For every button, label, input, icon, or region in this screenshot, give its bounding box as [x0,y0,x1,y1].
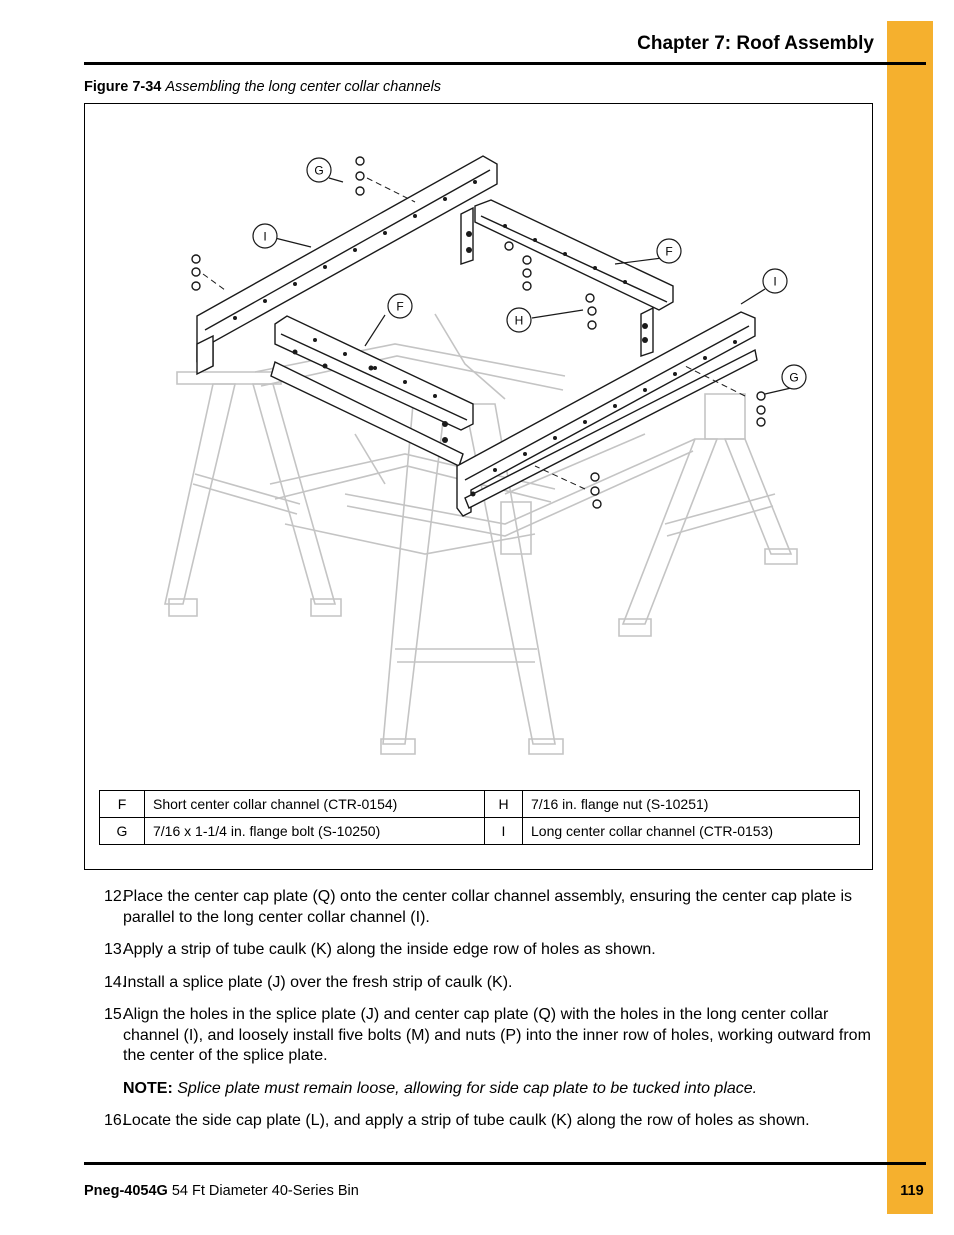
chapter-title: Chapter 7: Roof Assembly [637,33,874,54]
callout-i-left [253,224,277,248]
svg-text:I: I [773,274,777,289]
note-text: Splice plate must remain loose, allowing for side cap plate to be tucked into place. [177,1079,758,1097]
legend-text: 7/16 x 1-1/4 in. flange bolt (S-10250) [145,818,485,845]
step-number: 13. [104,941,127,958]
note-callout [123,1079,874,1100]
page-number: 119 [900,1183,924,1199]
callout-f-back [657,239,681,263]
legend-text: Long center collar channel (CTR-0153) [523,818,860,845]
step-text: Align the holes in the splice plate (J) and center cap plate (Q) with the holes in the long center collar channel (I), and loosely install five bolts (M) and nuts (P) into the inner row of holes, working outward from the center of the splice plate. [123,1006,871,1064]
step-text: Place the center cap plate (Q) onto the center collar channel assembly, ensuring the center cap plate is parallel to the long center collar channel (I). [123,888,852,926]
figure-description: Assembling the long center collar channels [165,79,442,95]
legend-row [100,791,860,818]
footer-rule [84,1162,926,1165]
step-text: Apply a strip of tube caulk (K) along the inside edge row of holes as shown. [123,941,656,958]
legend-key: F [100,791,145,818]
collar-channels [197,156,757,516]
svg-text:H: H [514,313,524,328]
callout-g-right [782,365,806,389]
svg-text:G: G [314,163,324,178]
legend-key: G [100,818,145,845]
callout-i-right [763,269,787,293]
figure-number: Figure 7-34 [84,79,162,95]
step-16 [104,1111,874,1132]
document-title: 54 Ft Diameter 40-Series Bin [171,1183,359,1199]
step-12 [104,887,874,928]
legend-text: 7/16 in. flange nut (S-10251) [523,791,860,818]
svg-text:F: F [396,299,404,314]
document-id: Pneg-4054G [84,1183,168,1199]
parts-legend-table [99,790,860,845]
step-number: 12. [104,888,127,905]
svg-text:G: G [789,370,799,385]
callout-f-front [388,294,412,318]
legend-key: H [485,791,523,818]
page-footer [84,1183,359,1199]
svg-text:F: F [665,244,673,259]
step-text: Install a splice plate (J) over the fresh strip of caulk (K). [123,973,513,991]
step-number: 14. [104,973,127,991]
callout-h [507,308,531,332]
svg-text:I: I [263,229,267,244]
note-label: NOTE: [123,1079,173,1097]
figure-box [84,103,873,870]
assembly-drawing [85,104,872,784]
step-13 [104,940,874,961]
step-14 [104,973,874,994]
step-text: Locate the side cap plate (L), and apply a strip of tube caulk (K) along the row of holes as shown. [123,1112,810,1129]
chapter-side-tab [887,21,933,1214]
figure-caption [84,79,441,95]
step-15 [104,1005,874,1067]
header-rule [84,62,926,65]
callout-g-top [307,158,331,182]
instruction-steps [104,887,874,1144]
legend-key: I [485,818,523,845]
step-number: 15. [104,1006,127,1023]
step-number: 16. [104,1112,127,1129]
legend-text: Short center collar channel (CTR-0154) [145,791,485,818]
legend-row [100,818,860,845]
